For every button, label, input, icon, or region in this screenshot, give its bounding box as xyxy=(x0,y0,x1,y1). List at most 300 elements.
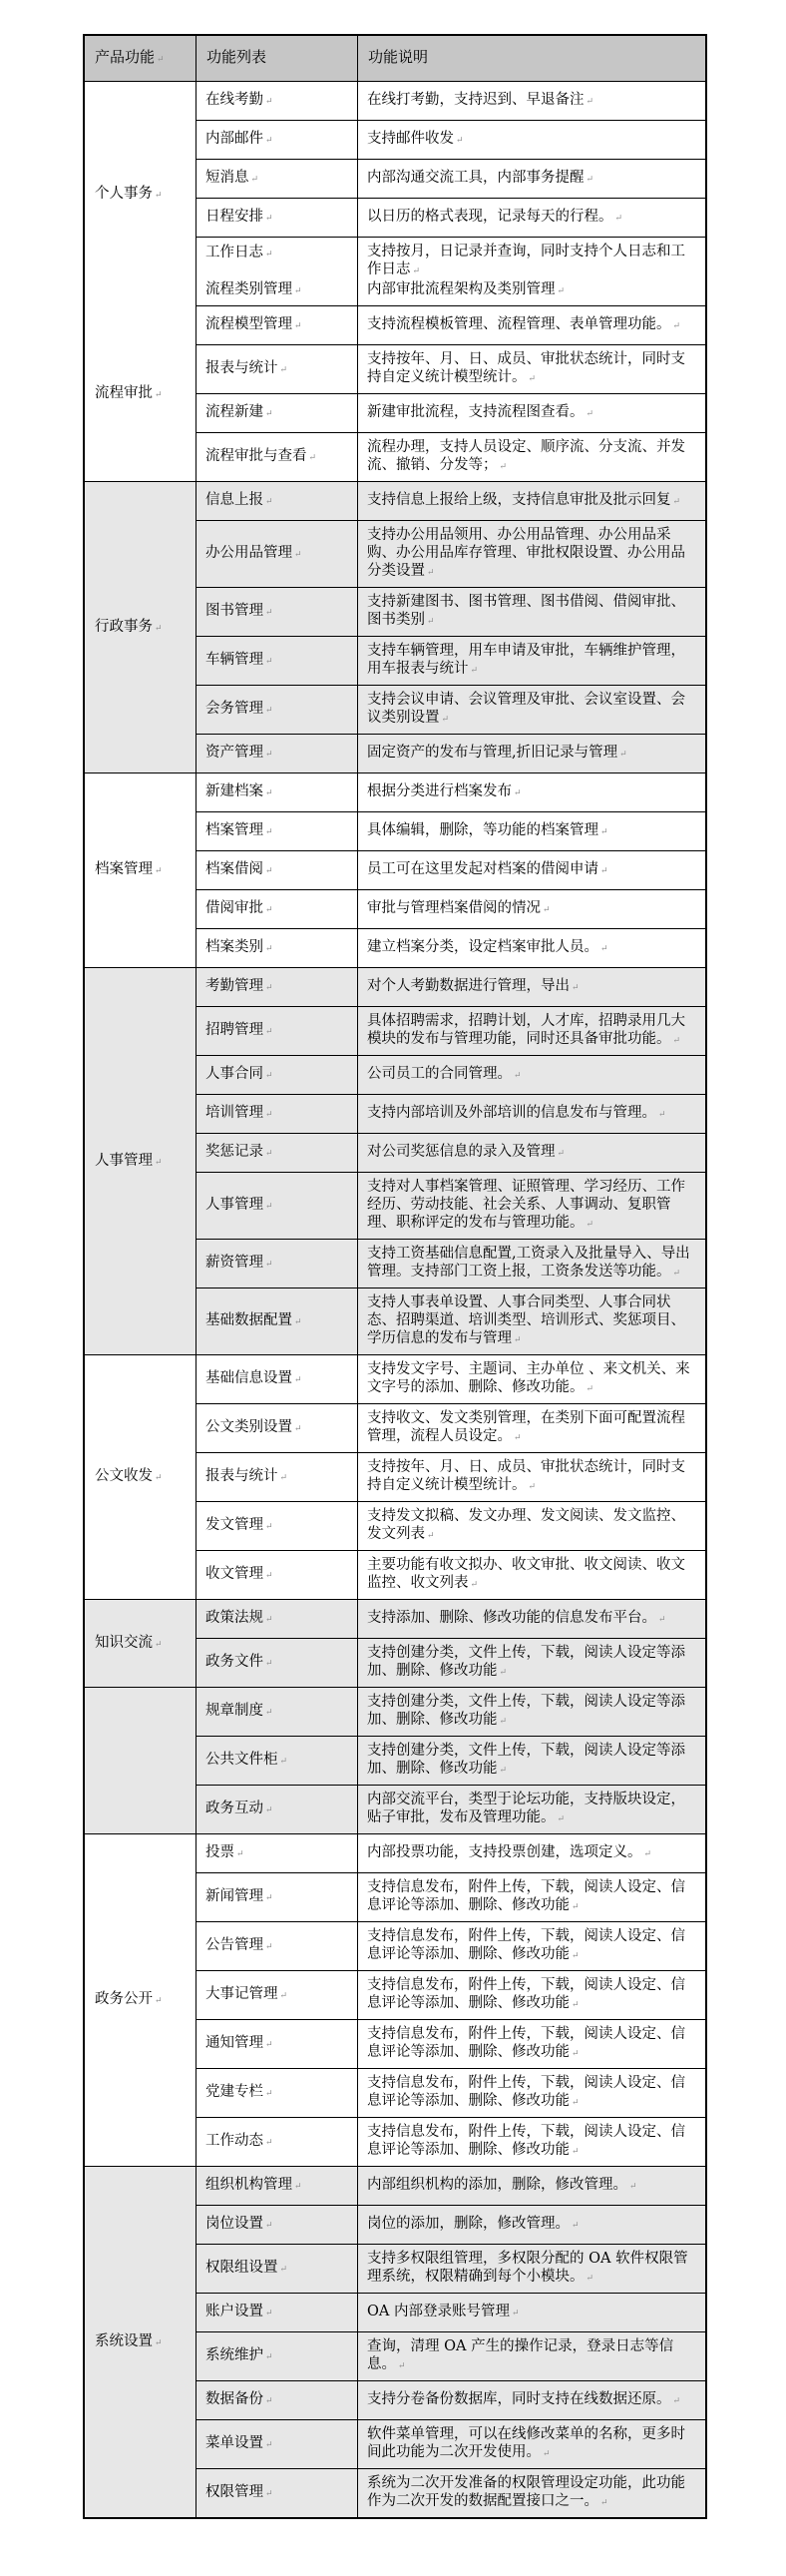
feature-text: 人事合同 ↵ xyxy=(205,1065,349,1085)
description-cell xyxy=(358,2069,705,2117)
description-cell xyxy=(358,637,705,685)
table-row xyxy=(196,1056,705,1095)
header-function-description: 功能说明 xyxy=(368,48,429,66)
description-text: 支持信息发布，附件上传，下载，阅读人设定、信息评论等添加、删除、修改功能 ↵ xyxy=(367,2025,697,2063)
description-text: 建立档案分类，设定档案审批人员。 ↵ xyxy=(367,938,697,958)
table-row xyxy=(196,1834,705,1873)
description-cell xyxy=(358,588,705,636)
description-cell xyxy=(358,2294,705,2331)
description-cell xyxy=(358,1502,705,1550)
description-cell xyxy=(358,812,705,850)
table-row xyxy=(196,929,705,968)
description-cell xyxy=(358,1873,705,1921)
description-text: 支持分卷备份数据库，同时支持在线数据还原。 ↵ xyxy=(367,2390,697,2410)
feature-cell xyxy=(196,1453,358,1501)
group-label-text: 人事管理 ↵ xyxy=(95,1152,163,1172)
description-text: 主要功能有收文拟办、收文审批、收文阅读、收文监控、收文列表 ↵ xyxy=(367,1556,697,1594)
description-cell xyxy=(358,2245,705,2293)
feature-text: 发文管理 ↵ xyxy=(205,1516,349,1536)
group-rows xyxy=(196,1688,705,1834)
description-text: 支持车辆管理，用车申请及审批，车辆维护管理，用车报表与统计 ↵ xyxy=(367,642,697,680)
description-cell xyxy=(358,1095,705,1133)
feature-cell xyxy=(196,2206,358,2244)
description-text: 支持新建图书、图书管理、图书借阅、借阅审批、图书类别 ↵ xyxy=(367,593,697,631)
feature-text: 新建档案 ↵ xyxy=(205,782,349,802)
table-row xyxy=(196,2420,705,2469)
group-label-text: 档案管理 ↵ xyxy=(95,860,163,880)
description-cell xyxy=(358,851,705,889)
table-header-row xyxy=(85,36,705,82)
feature-cell xyxy=(196,199,358,237)
description-cell xyxy=(358,160,705,198)
group-label xyxy=(85,2167,196,2517)
table-row xyxy=(196,1786,705,1834)
description-text: 岗位的添加，删除，修改管理。 ↵ xyxy=(367,2215,697,2235)
description-cell xyxy=(358,890,705,928)
description-text: 员工可在这里发起对档案的借阅申请 ↵ xyxy=(367,860,697,880)
feature-text: 工作日志 ↵ xyxy=(205,244,349,263)
description-cell xyxy=(358,521,705,587)
table-row xyxy=(196,121,705,160)
table-row xyxy=(196,2069,705,2118)
table-row xyxy=(196,199,705,238)
description-cell xyxy=(358,2206,705,2244)
feature-group xyxy=(85,1600,705,1688)
table-row xyxy=(196,890,705,929)
description-text: 支持信息发布，附件上传，下载，阅读人设定、信息评论等添加、删除、修改功能 ↵ xyxy=(367,1927,697,1965)
description-text: 支持信息发布，附件上传，下载，阅读人设定、信息评论等添加、删除、修改功能 ↵ xyxy=(367,1976,697,2014)
description-text: 对公司奖惩信息的录入及管理 ↵ xyxy=(367,1143,697,1163)
table-row xyxy=(196,306,705,345)
group-label xyxy=(85,82,196,306)
description-text: 具体编辑，删除，等功能的档案管理 ↵ xyxy=(367,821,697,841)
description-cell xyxy=(358,1173,705,1239)
table-row xyxy=(196,1922,705,1971)
table-row xyxy=(196,851,705,890)
feature-text: 薪资管理 ↵ xyxy=(205,1254,349,1274)
feature-cell xyxy=(196,2332,358,2380)
feature-text: 规章制度 ↵ xyxy=(205,1702,349,1722)
description-text: 支持人事表单设置、人事合同类型、人事合同状态、招聘渠道、培训类型、培训形式、奖惩项目、学历信息的发布与管理 ↵ xyxy=(367,1293,697,1349)
description-cell xyxy=(358,735,705,773)
table-row xyxy=(196,345,705,394)
feature-cell xyxy=(196,1173,358,1239)
description-text: 支持多权限组管理，多权限分配的 OA 软件权限管理系统，权限精确到每个小模块。 ↵ xyxy=(367,2250,697,2288)
group-label-text: 知识交流 ↵ xyxy=(95,1634,163,1654)
description-cell xyxy=(358,1056,705,1094)
feature-text: 政策法规 ↵ xyxy=(205,1609,349,1629)
description-text: 内部投票功能，支持投票创建，选项定义。 ↵ xyxy=(367,1843,697,1863)
description-cell xyxy=(358,2332,705,2380)
feature-text: 收文管理 ↵ xyxy=(205,1565,349,1585)
table-row xyxy=(196,1551,705,1600)
feature-text: 工作动态 ↵ xyxy=(205,2132,349,2152)
feature-text: 系统维护 ↵ xyxy=(205,2346,349,2366)
description-text: 支持创建分类，文件上传，下载，阅读人设定等添加、删除、修改功能 ↵ xyxy=(367,1693,697,1731)
feature-text: 流程审批与查看 ↵ xyxy=(205,447,349,467)
table-row xyxy=(196,2294,705,2332)
group-label xyxy=(85,773,196,968)
group-rows xyxy=(196,773,705,968)
feature-cell xyxy=(196,773,358,811)
table-row xyxy=(196,1737,705,1786)
table-row xyxy=(196,238,705,306)
description-text: 支持邮件收发 ↵ xyxy=(367,130,697,150)
feature-cell xyxy=(196,1355,358,1403)
table-row xyxy=(196,1134,705,1173)
feature-cell xyxy=(196,1922,358,1970)
feature-text: 档案管理 ↵ xyxy=(205,821,349,841)
description-cell xyxy=(358,82,705,120)
table-row xyxy=(196,1502,705,1551)
feature-text: 在线考勤 ↵ xyxy=(205,91,349,111)
description-text: 支持内部培训及外部培训的信息发布与管理。 ↵ xyxy=(367,1104,697,1124)
feature-cell xyxy=(196,1095,358,1133)
feature-cell xyxy=(196,968,358,1006)
description-cell xyxy=(358,1971,705,2019)
feature-cell xyxy=(196,1688,358,1736)
description-text: 支持办公用品领用、办公用品管理、办公用品采购、办公用品库存管理、审批权限设置、办公用品分类设置 ↵ xyxy=(367,526,697,582)
group-label-text: 政务公开 ↵ xyxy=(95,1990,163,2010)
description-text: 查询，清理 OA 产生的操作记录，登录日志等信息。 ↵ xyxy=(367,2337,697,2375)
table-row xyxy=(196,433,705,482)
description-text: 内部交流平台，类型于论坛功能，支持版块设定，贴子审批，发布及管理功能。 ↵ xyxy=(367,1791,697,1828)
table-row xyxy=(196,1971,705,2020)
feature-cell xyxy=(196,1786,358,1833)
table-row xyxy=(196,2332,705,2381)
group-rows xyxy=(196,482,705,773)
description-cell xyxy=(358,482,705,520)
table-row xyxy=(196,812,705,851)
description-text: 支持创建分类，文件上传，下载，阅读人设定等添加、删除、修改功能 ↵ xyxy=(367,1644,697,1682)
feature-text: 公告管理 ↵ xyxy=(205,1936,349,1956)
description-text: 支持发文拟稿、发文办理、发文阅读、发文监控、发文列表 ↵ xyxy=(367,1507,697,1545)
table-row xyxy=(196,482,705,521)
description-text: 支持创建分类，文件上传，下载，阅读人设定等添加、删除、修改功能 ↵ xyxy=(367,1742,697,1780)
feature-text: 借阅审批 ↵ xyxy=(205,899,349,919)
group-rows xyxy=(196,2167,705,2517)
feature-text: 日程安排 ↵ xyxy=(205,208,349,228)
table-row xyxy=(196,637,705,686)
description-text: 固定资产的发布与管理,折旧记录与管理 ↵ xyxy=(367,744,697,764)
feature-cell xyxy=(196,2420,358,2468)
feature-cell xyxy=(196,1056,358,1094)
table-row xyxy=(196,2167,705,2206)
description-cell xyxy=(358,929,705,967)
description-cell xyxy=(358,199,705,237)
feature-text: 内部邮件 ↵ xyxy=(205,130,349,150)
feature-text: 通知管理 ↵ xyxy=(205,2034,349,2054)
description-text: 根据分类进行档案发布 ↵ xyxy=(367,782,697,802)
table-row xyxy=(196,1240,705,1288)
feature-cell xyxy=(196,1639,358,1687)
feature-text: 岗位设置 ↵ xyxy=(205,2215,349,2235)
feature-text: 政务互动 ↵ xyxy=(205,1800,349,1819)
feature-cell xyxy=(196,588,358,636)
feature-cell xyxy=(196,735,358,773)
feature-cell xyxy=(196,2118,358,2166)
description-text: 支持收文、发文类别管理，在类别下面可配置流程管理，流程人员设定。 ↵ xyxy=(367,1409,697,1447)
table-row xyxy=(196,735,705,773)
table-row xyxy=(196,2245,705,2294)
group-label xyxy=(85,968,196,1355)
feature-text: 流程模型管理 ↵ xyxy=(205,315,349,335)
feature-cell xyxy=(196,82,358,120)
group-label xyxy=(85,1688,196,1834)
feature-cell xyxy=(196,1737,358,1785)
feature-group xyxy=(85,773,705,968)
feature-text: 车辆管理 ↵ xyxy=(205,651,349,671)
description-text: OA 内部登录账号管理 ↵ xyxy=(367,2303,697,2322)
feature-group xyxy=(85,1355,705,1600)
description-cell xyxy=(358,1688,705,1736)
group-rows xyxy=(196,1834,705,2167)
feature-text: 账户设置 ↵ xyxy=(205,2303,349,2322)
feature-group xyxy=(85,1834,705,2167)
feature-text: 新闻管理 ↵ xyxy=(205,1887,349,1907)
description-text: 审批与管理档案借阅的情况 ↵ xyxy=(367,899,697,919)
description-text: 支持信息发布，附件上传，下载，阅读人设定、信息评论等添加、删除、修改功能 ↵ xyxy=(367,2074,697,2112)
group-label xyxy=(85,1600,196,1688)
feature-cell xyxy=(196,1007,358,1055)
description-cell xyxy=(358,968,705,1006)
description-text: 支持按年、月、日、成员、审批状态统计，同时支持自定义统计模型统计。 ↵ xyxy=(367,350,697,388)
description-cell xyxy=(358,1453,705,1501)
feature-text: 图书管理 ↵ xyxy=(205,602,349,622)
group-label-text: 个人事务 ↵ xyxy=(95,185,163,205)
feature-text: 基础信息设置 ↵ xyxy=(205,1369,349,1389)
feature-group xyxy=(85,968,705,1355)
feature-cell xyxy=(196,1873,358,1921)
description-text: 在线打考勤，支持迟到、早退备注 ↵ xyxy=(367,91,697,111)
description-cell xyxy=(358,1355,705,1403)
feature-cell xyxy=(196,1834,358,1872)
feature-text: 档案类别 ↵ xyxy=(205,938,349,958)
feature-group xyxy=(85,82,705,306)
feature-cell xyxy=(196,1551,358,1599)
description-text: 新建审批流程，支持流程图查看。 ↵ xyxy=(367,403,697,423)
description-text: 支持信息上报给上级，支持信息审批及批示回复 ↵ xyxy=(367,491,697,511)
feature-text: 会务管理 ↵ xyxy=(205,700,349,720)
group-label-text: 流程审批 ↵ xyxy=(95,384,163,404)
description-cell xyxy=(358,121,705,159)
feature-cell xyxy=(196,1502,358,1550)
table-row xyxy=(196,82,705,121)
table-row xyxy=(196,2020,705,2069)
group-rows xyxy=(196,1355,705,1600)
description-text: 支持添加、删除、修改功能的信息发布平台。 ↵ xyxy=(367,1609,697,1629)
header-function-list: 功能列表 xyxy=(196,36,358,81)
description-cell xyxy=(358,2167,705,2205)
description-cell xyxy=(358,2020,705,2068)
feature-cell xyxy=(196,1971,358,2019)
feature-text: 信息上报 ↵ xyxy=(205,491,349,511)
description-text: 公司员工的合同管理。 ↵ xyxy=(367,1065,697,1085)
description-cell xyxy=(358,1404,705,1452)
feature-cell xyxy=(196,929,358,967)
feature-cell xyxy=(196,306,358,344)
header-product-function: 产品功能 ↵ xyxy=(85,36,196,81)
feature-text: 党建专栏 ↵ xyxy=(205,2083,349,2103)
feature-text: 投票 ↵ xyxy=(205,1843,349,1863)
feature-text: 公共文件柜 ↵ xyxy=(205,1751,349,1771)
feature-cell xyxy=(196,2381,358,2419)
table-row xyxy=(196,1007,705,1056)
feature-cell xyxy=(196,1600,358,1638)
description-text: 内部审批流程架构及类别管理 ↵ xyxy=(367,280,697,300)
description-text: 支持发文字号、主题词、主办单位 、来文机关、来文字号的添加、删除、修改功能。 ↵ xyxy=(367,1360,697,1398)
feature-cell xyxy=(196,394,358,432)
feature-text: 短消息 ↵ xyxy=(205,169,349,189)
feature-cell xyxy=(196,2294,358,2331)
table-row xyxy=(196,394,705,433)
description-text: 内部沟通交流工具，内部事务提醒 ↵ xyxy=(367,169,697,189)
description-cell xyxy=(358,2118,705,2166)
table-row xyxy=(196,1173,705,1240)
feature-group xyxy=(85,2167,705,2517)
description-text: 流程办理，支持人员设定、顺序流、分支流、并发流、撤销、分发等； ↵ xyxy=(367,438,697,476)
description-text: 内部组织机构的添加，删除，修改管理。 ↵ xyxy=(367,2176,697,2196)
feature-text: 招聘管理 ↵ xyxy=(205,1021,349,1041)
description-cell xyxy=(358,1551,705,1599)
table-row xyxy=(196,2381,705,2420)
group-label-text: 公文收发 ↵ xyxy=(95,1467,163,1487)
feature-cell xyxy=(196,1404,358,1452)
table-row xyxy=(196,1639,705,1688)
feature-cell xyxy=(196,1134,358,1172)
description-cell xyxy=(358,686,705,734)
table-row xyxy=(196,773,705,812)
feature-cell xyxy=(196,637,358,685)
description-cell xyxy=(358,306,705,344)
description-cell xyxy=(358,2381,705,2419)
feature-cell xyxy=(196,2245,358,2293)
feature-text: 人事管理 ↵ xyxy=(205,1196,349,1216)
feature-cell xyxy=(196,2469,358,2517)
group-label xyxy=(85,482,196,773)
feature-text: 流程新建 ↵ xyxy=(205,403,349,423)
feature-text: 办公用品管理 ↵ xyxy=(205,544,349,564)
description-cell xyxy=(358,1600,705,1638)
feature-text: 档案借阅 ↵ xyxy=(205,860,349,880)
table-row xyxy=(196,1873,705,1922)
feature-cell xyxy=(196,482,358,520)
description-cell xyxy=(358,1834,705,1872)
feature-cell xyxy=(196,812,358,850)
feature-cell xyxy=(196,433,358,481)
feature-text: 组织机构管理 ↵ xyxy=(205,2176,349,2196)
group-label xyxy=(85,1834,196,2167)
feature-cell xyxy=(196,1240,358,1288)
description-cell xyxy=(358,1922,705,1970)
feature-text: 基础数据配置 ↵ xyxy=(205,1311,349,1331)
table-row xyxy=(196,2118,705,2167)
feature-text: 权限管理 ↵ xyxy=(205,2483,349,2503)
table-row xyxy=(196,1355,705,1404)
product-features-table xyxy=(83,34,707,2519)
description-text: 支持按月，日记录并查询，同时支持个人日志和工作日志 ↵ xyxy=(367,243,697,280)
description-text: 支持对人事档案管理、证照管理、学习经历、工作经历、劳动技能、社会关系、人事调动、复职管理、职称评定的发布与管理功能。 ↵ xyxy=(367,1178,697,1234)
description-cell xyxy=(358,1288,705,1354)
group-label xyxy=(85,306,196,482)
feature-text: 报表与统计 ↵ xyxy=(205,1467,349,1487)
description-cell xyxy=(358,1786,705,1833)
table-row xyxy=(196,160,705,199)
feature-group xyxy=(85,1688,705,1834)
table-row xyxy=(196,521,705,588)
description-cell xyxy=(358,773,705,811)
description-cell xyxy=(358,1240,705,1288)
feature-cell xyxy=(196,121,358,159)
description-text: 软件菜单管理，可以在线修改菜单的名称，更多时间此功能为二次开发使用。 ↵ xyxy=(367,2425,697,2463)
feature-text: 权限组设置 ↵ xyxy=(205,2259,349,2279)
description-text: 支持信息发布，附件上传，下载，阅读人设定、信息评论等添加、删除、修改功能 ↵ xyxy=(367,1878,697,1916)
description-cell xyxy=(358,1007,705,1055)
feature-cell xyxy=(196,1288,358,1354)
table-row xyxy=(196,2469,705,2517)
feature-cell xyxy=(196,851,358,889)
description-cell xyxy=(358,394,705,432)
table-row xyxy=(196,1288,705,1355)
description-cell xyxy=(358,1737,705,1785)
feature-text: 奖惩记录 ↵ xyxy=(205,1143,349,1163)
table-row xyxy=(196,1688,705,1737)
description-text: 具体招聘需求，招聘计划，人才库，招聘录用几大模块的发布与管理功能，同时还具备审批功能。 ↵ xyxy=(367,1012,697,1050)
feature-cell xyxy=(196,2020,358,2068)
feature-cell xyxy=(196,160,358,198)
description-text: 对个人考勤数据进行管理，导出 ↵ xyxy=(367,977,697,997)
feature-cell xyxy=(196,2167,358,2205)
group-rows xyxy=(196,82,705,306)
feature-cell xyxy=(196,686,358,734)
feature-text: 报表与统计 ↵ xyxy=(205,359,349,379)
group-rows xyxy=(196,1600,705,1688)
feature-text: 资产管理 ↵ xyxy=(205,744,349,764)
description-cell xyxy=(358,433,705,481)
feature-group xyxy=(85,482,705,773)
description-cell xyxy=(358,2420,705,2468)
description-cell xyxy=(358,1134,705,1172)
feature-group xyxy=(85,306,705,482)
description-text: 支持按年、月、日、成员、审批状态统计，同时支持自定义统计模型统计。 ↵ xyxy=(367,1458,697,1496)
table-row xyxy=(196,686,705,735)
feature-text: 大事记管理 ↵ xyxy=(205,1985,349,2005)
table-row xyxy=(196,1453,705,1502)
feature-cell xyxy=(196,890,358,928)
table-row xyxy=(196,968,705,1007)
description-text: 系统为二次开发准备的权限管理设定功能，此功能作为二次开发的数据配置接口之一。 ↵ xyxy=(367,2474,697,2512)
description-text: 以日历的格式表现，记录每天的行程。 ↵ xyxy=(367,208,697,228)
group-rows xyxy=(196,306,705,482)
table-row xyxy=(196,1095,705,1134)
feature-text: 政务文件 ↵ xyxy=(205,1653,349,1673)
feature-cell xyxy=(196,238,358,305)
group-label-text: 系统设置 ↵ xyxy=(95,2332,163,2352)
feature-text: 公文类别设置 ↵ xyxy=(205,1418,349,1438)
table-row xyxy=(196,2206,705,2245)
group-rows xyxy=(196,968,705,1355)
feature-cell xyxy=(196,521,358,587)
table-row xyxy=(196,1600,705,1639)
description-cell xyxy=(358,1639,705,1687)
feature-cell xyxy=(196,345,358,393)
description-cell xyxy=(358,345,705,393)
group-label-text: 行政事务 ↵ xyxy=(95,618,163,638)
description-text: 支持会议申请、会议管理及审批、会议室设置、会议类别设置 ↵ xyxy=(367,691,697,729)
feature-text: 考勤管理 ↵ xyxy=(205,977,349,997)
description-text: 支持工资基础信息配置,工资录入及批量导入、导出管理。支持部门工资上报，工资条发送等功能。 ↵ xyxy=(367,1245,697,1283)
group-label xyxy=(85,1355,196,1600)
